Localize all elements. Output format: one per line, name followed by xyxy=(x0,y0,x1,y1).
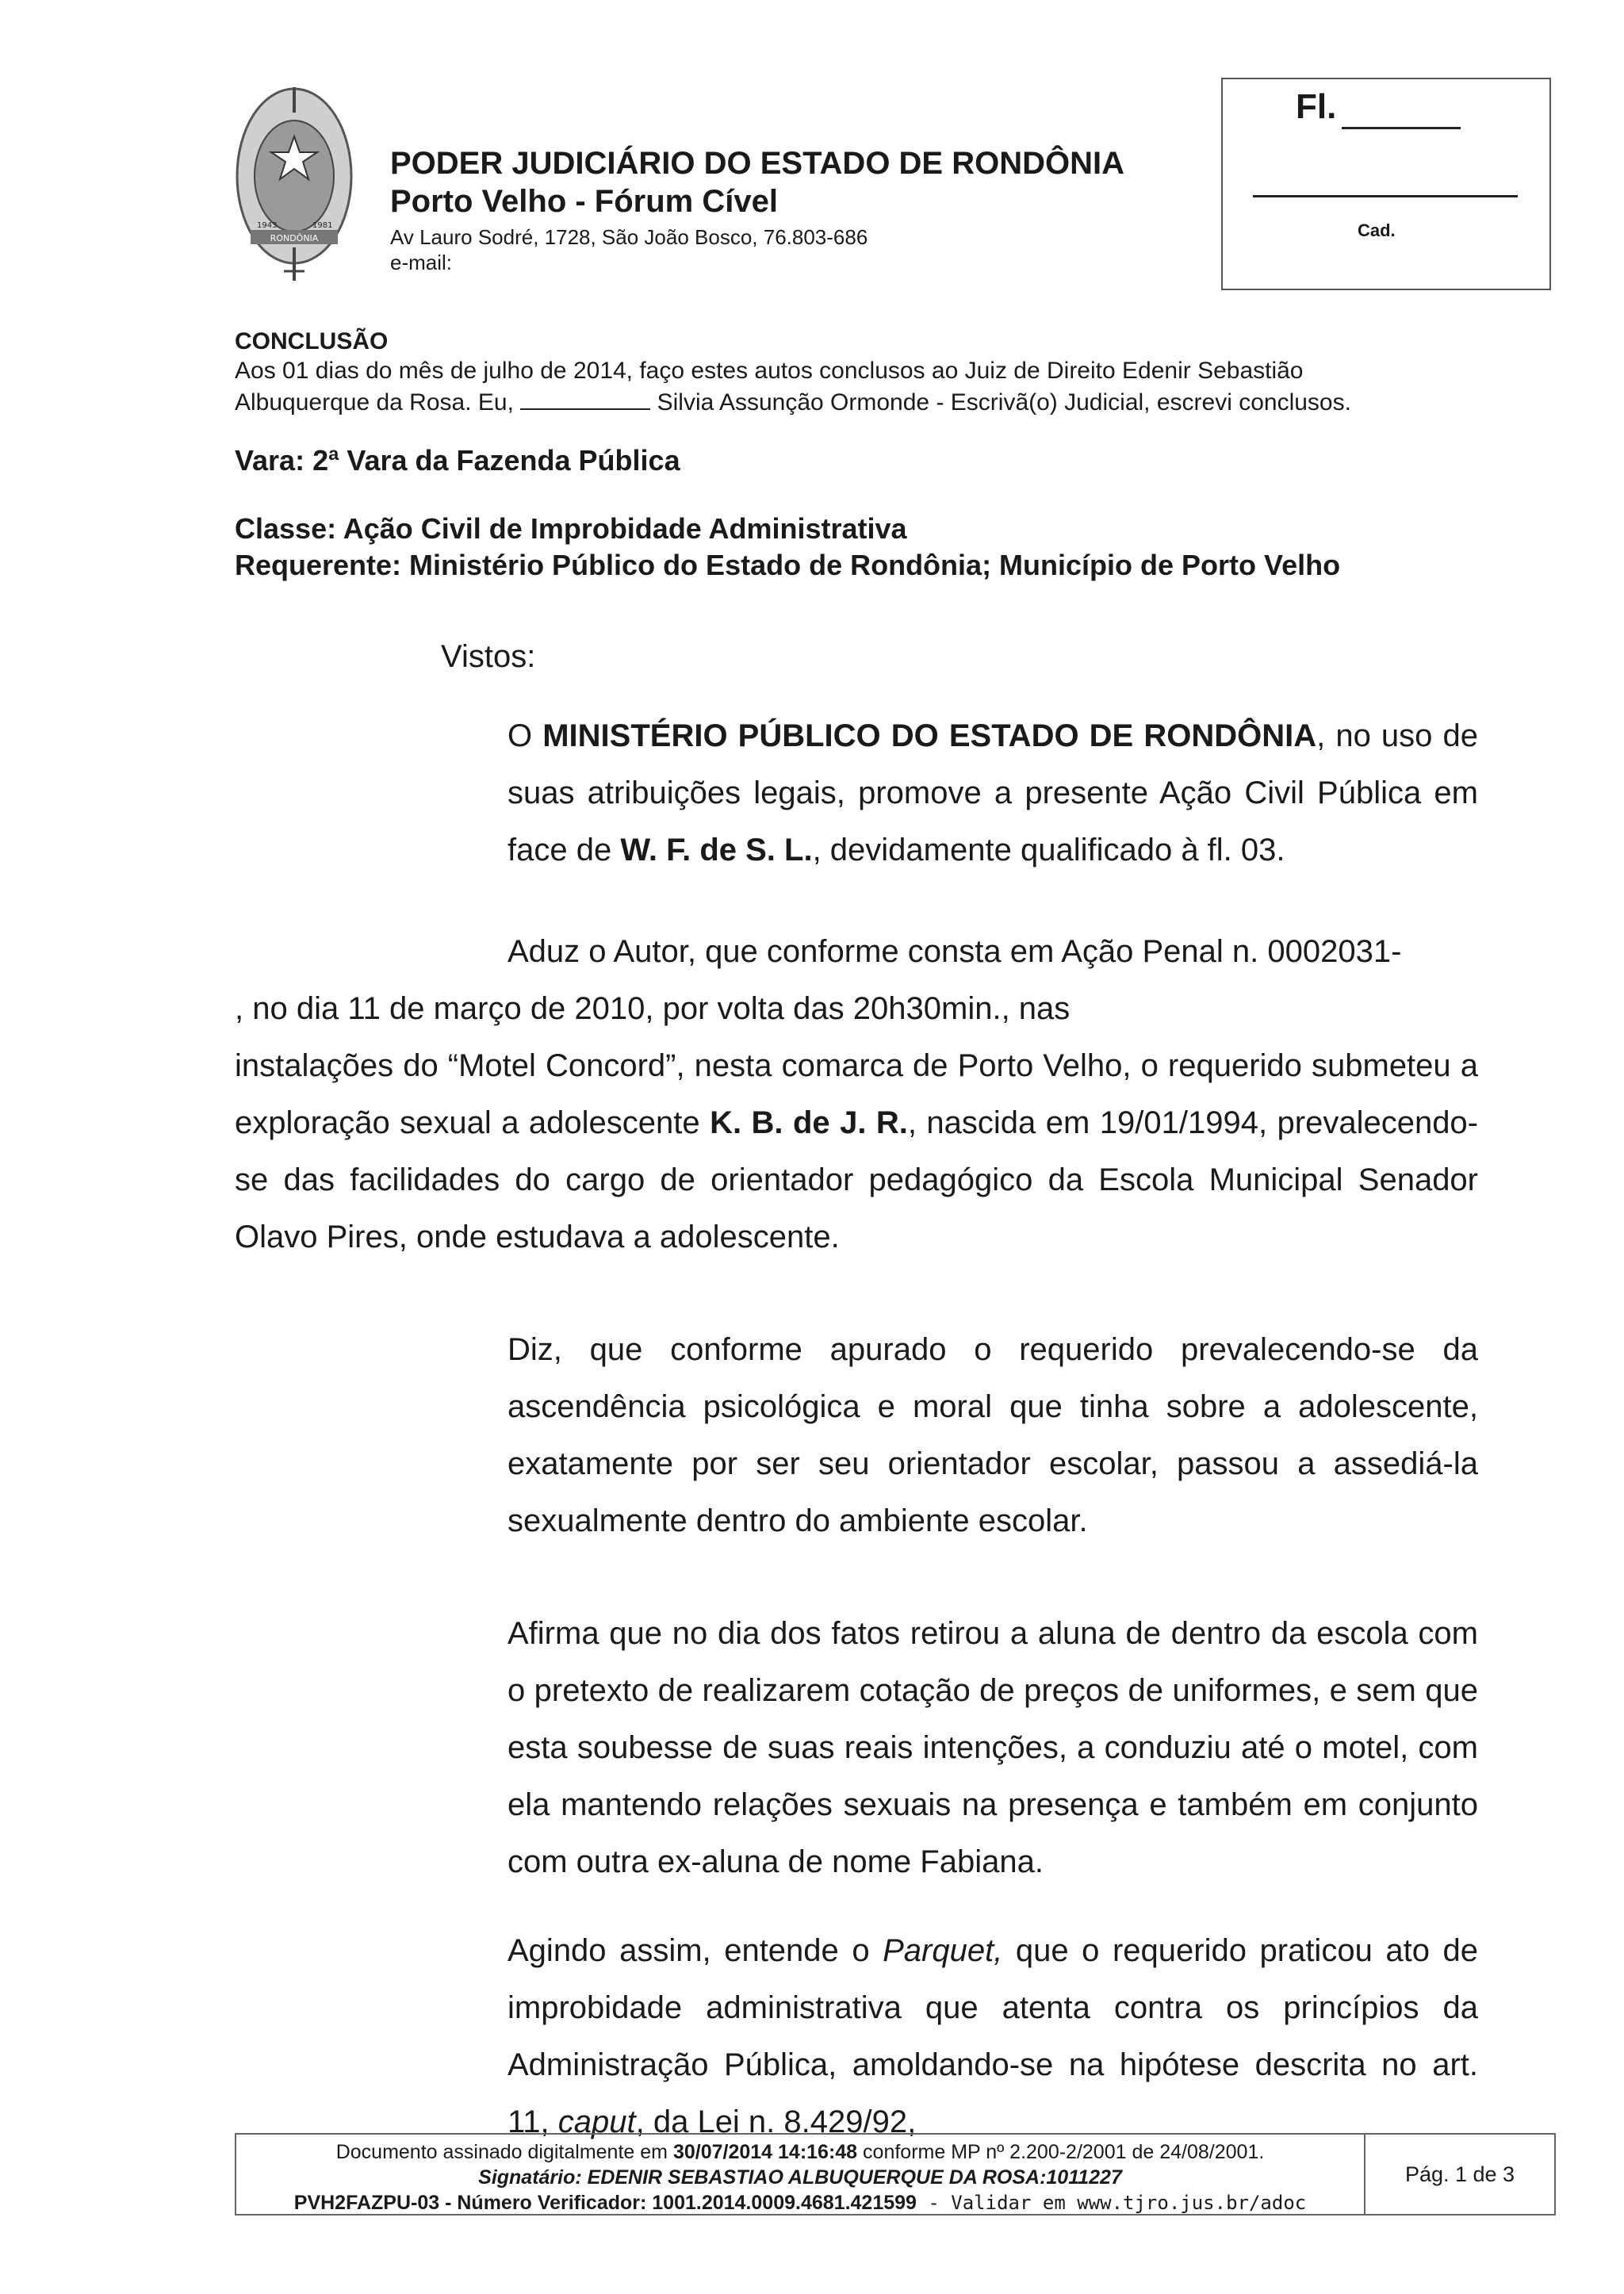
p4-text: Afirma que no dia dos fatos retirou a aluna de dentro da escola com o pretexto de realizarem cotação de preços de uniformes, e sem que esta soubesse de suas reais intenções, a conduziu até o motel, com ela mantendo relações sexuais na presença e também em conjunto com outra ex-aluna de nome Fabiana. xyxy=(508,1616,1478,1879)
paragraph-3 xyxy=(235,1321,1478,1549)
conclusao-line-2 xyxy=(235,387,1551,419)
footer-validate-link[interactable]: - Validar em www.tjro.jus.br/adoc xyxy=(916,2192,1307,2214)
court-location: Porto Velho - Fórum Cível xyxy=(390,184,778,219)
court-email-label: e-mail: xyxy=(390,251,453,274)
seal-ribbon: RONDÔNIA xyxy=(270,233,319,243)
folio-label: Fl. xyxy=(1296,87,1337,126)
signature-footer xyxy=(235,2133,1556,2215)
p3-text: Diz, que conforme apurado o requerido prevalecendo-se da ascendência psicológica e moral que tinha sobre a adolescente, exatamente por ser seu orientador escolar, passou a assediá-la sexualmente dentro do ambiente escolar. xyxy=(508,1332,1478,1538)
p2-a: Aduz o Autor, que conforme consta em Ação Penal n. 0002031- xyxy=(508,934,1402,969)
footer-line-3 xyxy=(236,2190,1364,2215)
paragraph-1 xyxy=(235,707,1478,879)
footer-timestamp: 30/07/2014 14:16:48 xyxy=(672,2141,858,2163)
signature-blank xyxy=(520,389,650,410)
p2-c: instalações do “Motel Concord”, nesta comarca de Porto Velho, o requerido submeteu a exploração sexual a adolescente xyxy=(235,1048,1478,1140)
p1-c: , no uso de suas atribuições legais, promove a presente Ação Civil Pública em face de xyxy=(508,718,1478,867)
footer-signatory-text: Signatário: EDENIR SEBASTIAO ALBUQUERQUE DA ROSA:1011227 xyxy=(478,2166,1122,2189)
state-seal-icon xyxy=(235,73,354,287)
requerente-line: Requerente: Ministério Público do Estado de Rondônia; Município de Porto Velho xyxy=(235,549,1341,581)
p1-a: O xyxy=(508,718,543,753)
p5-a: Agindo assim, entende o xyxy=(508,1933,883,1968)
conclusao-text xyxy=(235,355,1551,419)
footer-line-1c: conforme MP nº 2.200-2/2001 de 24/08/2001. xyxy=(857,2141,1265,2163)
cad-line xyxy=(1253,195,1518,197)
vara-line: Vara: 2ª Vara da Fazenda Pública xyxy=(235,444,680,477)
folio-box xyxy=(1221,78,1551,290)
conclusao-title: CONCLUSÃO xyxy=(235,328,389,354)
seal-year-left: 1943 xyxy=(257,221,278,230)
conclusao-line-1: Aos 01 dias do mês de julho de 2014, faço estes autos conclusos ao Juiz de Direito Edenir Sebastião xyxy=(235,358,1304,384)
footer-verifier: PVH2FAZPU-03 - Número Verificador: 1001.2014.0009.4681.421599 xyxy=(293,2192,917,2214)
p1-e: , devidamente qualificado à fl. 03. xyxy=(812,833,1285,867)
classe-line: Classe: Ação Civil de Improbidade Administrativa xyxy=(235,512,907,545)
footer-line-1 xyxy=(236,2139,1364,2165)
paragraph-4 xyxy=(235,1605,1478,1890)
paragraph-5 xyxy=(235,1922,1478,2150)
cad-label: Cad. xyxy=(1358,220,1396,240)
footer-signatory xyxy=(236,2165,1364,2190)
p5-e: , da Lei n. 8.429/92, xyxy=(635,2104,917,2139)
court-name: PODER JUDICIÁRIO DO ESTADO DE RONDÔNIA xyxy=(390,146,1124,181)
p1-plaintiff: MINISTÉRIO PÚBLICO DO ESTADO DE RONDÔNIA xyxy=(542,718,1317,753)
conclusao-line-2a: Albuquerque da Rosa. Eu, xyxy=(235,389,514,416)
court-address: Av Lauro Sodré, 1728, São João Bosco, 76.803-686 xyxy=(390,225,868,249)
conclusao-line-2b: Silvia Assunção Ormonde - Escrivã(o) Judicial, escrevi conclusos. xyxy=(657,389,1351,416)
footer-line-1a: Documento assinado digitalmente em xyxy=(335,2141,673,2163)
p1-defendant: W. F. de S. L. xyxy=(620,833,813,867)
p5-parquet: Parquet, xyxy=(883,1933,1003,1968)
p5-caput: caput xyxy=(557,2104,636,2139)
paragraph-2 xyxy=(235,923,1478,1266)
page-number: Pág. 1 de 3 xyxy=(1404,2162,1515,2186)
p2-e: , nascida em 19/01/1994, prevalecendo-se das facilidades do cargo de orientador pedagógico da Escola Municipal Senador Olavo Pires, onde estudava a adolescente. xyxy=(235,1105,1479,1254)
p5-c: que o requerido praticou ato de improbidade administrativa que atenta contra os princípios da Administração Pública, amoldando-se na hipótese descrita no art. 11, xyxy=(508,1933,1478,2139)
seal-year-right: 1981 xyxy=(312,221,333,230)
p2-victim: K. B. de J. R. xyxy=(710,1105,908,1140)
folio-line xyxy=(1342,127,1461,129)
signature-info xyxy=(236,2135,1365,2214)
p2-b: , no dia 11 de março de 2010, por volta das 20h30min., nas xyxy=(235,991,1071,1026)
vistos-heading: Vistos: xyxy=(441,639,536,674)
